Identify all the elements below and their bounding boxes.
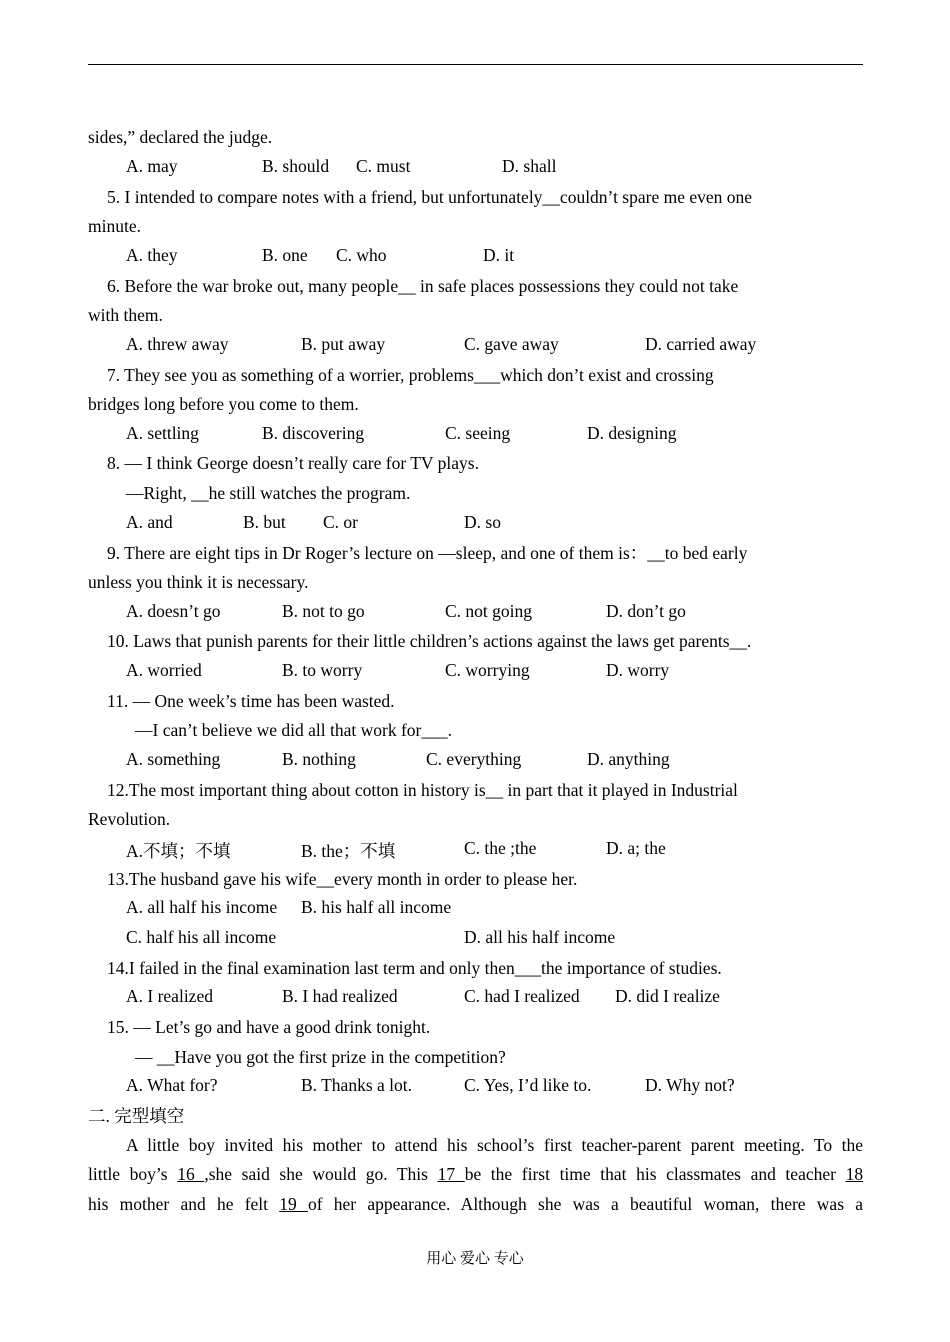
- q8-option-b: B. but: [243, 512, 286, 532]
- q13-option-c: C. half his all income: [126, 927, 277, 947]
- q6-stem: 6. Before the war broke out, many people__ in safe places possessions they could not take: [107, 276, 739, 296]
- q13-option-b: B. his half all income: [301, 897, 452, 917]
- q12-option-c: C. the ;the: [464, 838, 537, 858]
- q6-option-b: B. put away: [301, 334, 386, 354]
- q7-option-a: A. settling: [126, 423, 199, 443]
- q8-option-c: C. or: [323, 512, 358, 532]
- q5-option-a: A. they: [126, 245, 178, 265]
- q6-option-a: A. threw away: [126, 334, 229, 354]
- blank-16: 16: [177, 1164, 205, 1184]
- section-heading: 二. 完型填空: [88, 1106, 185, 1126]
- q14-option-a: A. I realized: [126, 986, 213, 1006]
- q5-option-b: B. one: [262, 245, 308, 265]
- q7-stem: 7. They see you as something of a worrier, problems___which don’t exist and crossing: [107, 365, 714, 385]
- q7-option-d: D. designing: [587, 423, 677, 443]
- passage-text: be the first time that his classmates and teacher: [464, 1164, 836, 1184]
- q15-stem: 15. — Let’s go and have a good drink tonight.: [107, 1017, 431, 1037]
- q9-option-b: B. not to go: [282, 601, 365, 621]
- q6-stem-cont: with them.: [88, 305, 163, 325]
- q5-option-c: C. who: [336, 245, 387, 265]
- q13-option-d: D. all his half income: [464, 927, 616, 947]
- q11-stem: 11. — One week’s time has been wasted.: [107, 691, 395, 711]
- q8-stem: 8. — I think George doesn’t really care for TV plays.: [107, 453, 479, 473]
- q8-option-d: D. so: [464, 512, 501, 532]
- q12-option-a: A.不填；不填: [126, 841, 231, 861]
- page-footer: 用心 爱心 专心: [426, 1251, 524, 1267]
- q5-stem: 5. I intended to compare notes with a friend, but unfortunately__couldn’t spare me even one: [107, 187, 753, 207]
- q5-stem-cont: minute.: [88, 216, 141, 236]
- q11-reply: —I can’t believe we did all that work for___.: [135, 720, 453, 740]
- q15-option-b: B. Thanks a lot.: [301, 1075, 412, 1095]
- q9-option-a: A. doesn’t go: [126, 601, 221, 621]
- passage-text: ,she said she would go. This: [204, 1164, 428, 1184]
- q15-option-d: D. Why not?: [645, 1075, 735, 1095]
- q13-stem: 13.The husband gave his wife__every month in order to please her.: [107, 869, 578, 889]
- blank-19: 19: [279, 1194, 308, 1214]
- q8-reply: —Right, __he still watches the program.: [126, 483, 411, 503]
- q10-option-d: D. worry: [606, 660, 670, 680]
- q7-option-b: B. discovering: [262, 423, 365, 443]
- q4-option-b: B. should: [262, 156, 330, 176]
- passage-text: of her appearance. Although she was a beautiful woman, there was a: [307, 1194, 863, 1214]
- q14-option-b: B. I had realized: [282, 986, 398, 1006]
- q12-option-b: B. the；不填: [301, 841, 396, 861]
- q11-option-c: C. everything: [426, 749, 522, 769]
- q4-option-d: D. shall: [502, 156, 557, 176]
- q12-stem: 12.The most important thing about cotton in history is__ in part that it played in Industrial: [107, 780, 738, 800]
- q13-option-a: A. all half his income: [126, 897, 278, 917]
- q7-stem-cont: bridges long before you come to them.: [88, 394, 359, 414]
- q9-stem: 9. There are eight tips in Dr Roger’s lecture on —sleep, and one of them is：__to bed early: [107, 543, 748, 563]
- passage-line-1: A little boy invited his mother to attend his school’s first teacher-parent parent meeting. To the: [126, 1135, 863, 1155]
- q9-option-d: D. don’t go: [606, 601, 686, 621]
- passage-text: his mother and he felt: [88, 1194, 269, 1214]
- q12-stem-cont: Revolution.: [88, 809, 171, 829]
- q10-option-a: A. worried: [126, 660, 202, 680]
- q14-stem: 14.I failed in the final examination last term and only then___the importance of studies.: [107, 958, 722, 978]
- q15-reply: — __Have you got the first prize in the competition?: [135, 1047, 506, 1067]
- q15-option-c: C. Yes, I’d like to.: [464, 1075, 592, 1095]
- q6-option-c: C. gave away: [464, 334, 559, 354]
- q9-option-c: C. not going: [445, 601, 533, 621]
- q9-stem-cont: unless you think it is necessary.: [88, 572, 309, 592]
- q10-stem: 10. Laws that punish parents for their little children’s actions against the laws get parents__.: [107, 631, 752, 651]
- q7-option-c: C. seeing: [445, 423, 511, 443]
- q6-option-d: D. carried away: [645, 334, 757, 354]
- q4-option-a: A. may: [126, 156, 178, 176]
- q12-option-d: D. a; the: [606, 838, 666, 858]
- q11-option-d: D. anything: [587, 749, 670, 769]
- q11-option-a: A. something: [126, 749, 221, 769]
- blank-17: 17: [437, 1164, 465, 1184]
- passage-line-3: [88, 1194, 863, 1215]
- q4-tail: sides,” declared the judge.: [88, 127, 273, 147]
- q10-option-b: B. to worry: [282, 660, 363, 680]
- q14-option-c: C. had I realized: [464, 986, 580, 1006]
- blank-18: 18: [845, 1164, 864, 1184]
- q15-option-a: A. What for?: [126, 1075, 218, 1095]
- q10-option-c: C. worrying: [445, 660, 530, 680]
- passage-text: little boy’s: [88, 1164, 168, 1184]
- q14-option-d: D. did I realize: [615, 986, 720, 1006]
- passage-line-2: [88, 1164, 863, 1185]
- q5-option-d: D. it: [483, 245, 515, 265]
- q4-option-c: C. must: [356, 156, 411, 176]
- q8-option-a: A. and: [126, 512, 173, 532]
- header-rule: [88, 64, 863, 65]
- q11-option-b: B. nothing: [282, 749, 356, 769]
